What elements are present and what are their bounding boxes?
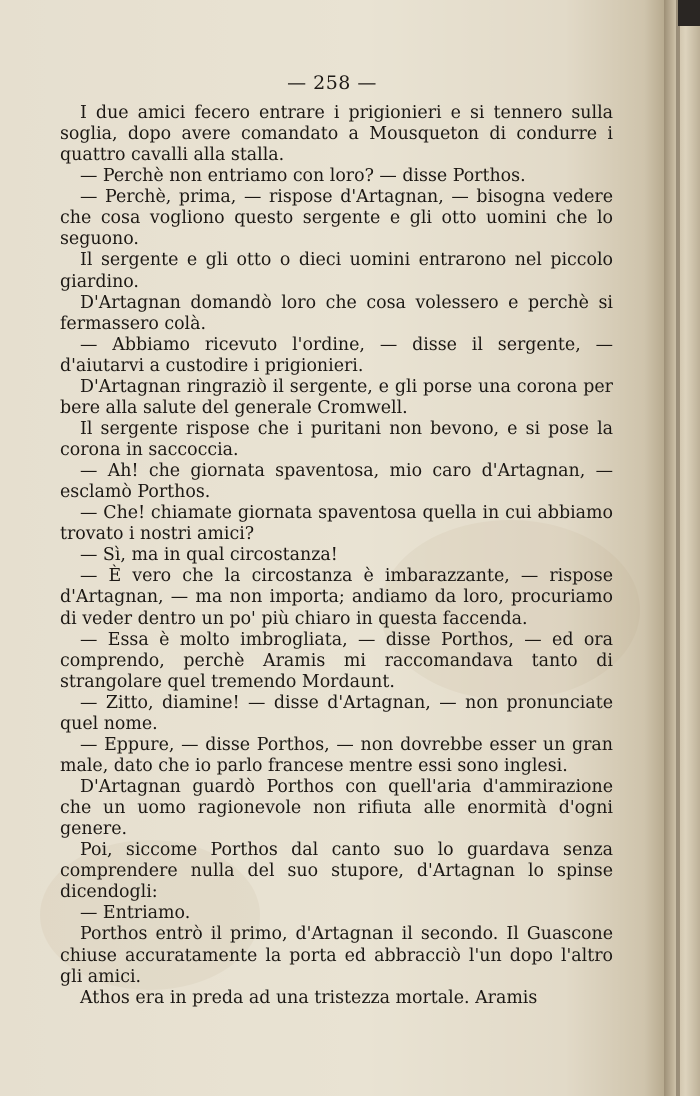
page-number: — 258 — — [287, 72, 377, 94]
book-page-edge — [664, 0, 700, 1096]
paragraph: — Zitto, diamine! — disse d'Artagnan, — non pronunciate quel nome. — [60, 692, 613, 734]
paragraph: D'Artagnan domandò loro che cosa volessero e perchè si fermassero colà. — [60, 292, 613, 334]
paragraph: D'Artagnan ringraziò il sergente, e gli porse una corona per bere alla salute del generale Cromwell. — [60, 376, 613, 418]
book-spine-shadow — [676, 0, 680, 1096]
paragraph: Athos era in preda ad una tristezza mortale. Aramis — [80, 987, 538, 1008]
paragraph: — Sì, ma in qual circostanza! — [80, 545, 338, 566]
paragraph: I due amici fecero entrare i prigionieri e si tennero sulla soglia, dopo avere comandato a Mousqueton di condurre i quattro cavalli alla stalla. — [60, 103, 613, 166]
paragraph: Porthos entrò il primo, d'Artagnan il secondo. Il Guascone chiuse accuratamente la porta ed abbracciò l'un dopo l'altro gli amici. — [60, 924, 613, 987]
paragraph: — Abbiamo ricevuto l'ordine, — disse il sergente, — d'aiutarvi a custodire i prigionieri. — [60, 334, 613, 376]
dark-corner — [678, 0, 700, 26]
paragraph: — Essa è molto imbrogliata, — disse Porthos, — ed ora comprendo, perchè Aramis mi raccomandava tanto di strangolare quel tremendo Mordaunt. — [60, 629, 613, 692]
paragraph: Il sergente e gli otto o dieci uomini entrarono nel piccolo giardino. — [60, 250, 613, 292]
paragraph: — Entriamo. — [80, 903, 191, 924]
paragraph: Il sergente rispose che i puritani non bevono, e si pose la corona in saccoccia. — [60, 418, 613, 460]
paragraph: D'Artagnan guardò Porthos con quell'aria d'ammirazione che un uomo ragionevole non rifiuta alle enormità d'ogni genere. — [60, 777, 613, 840]
paragraph: — È vero che la circostanza è imbarazzante, — rispose d'Artagnan, — ma non importa; andiamo da loro, procuriamo di veder dentro un po' più chiaro in questa faccenda. — [60, 566, 613, 629]
paragraph: — Ah! che giornata spaventosa, mio caro d'Artagnan, — esclamò Porthos. — [60, 461, 613, 503]
paragraph: — Eppure, — disse Porthos, — non dovrebbe esser un gran male, dato che io parlo francese mentre essi sono inglesi. — [60, 734, 613, 776]
page-body — [60, 103, 613, 1009]
paragraph: — Perchè non entriamo con loro? — disse Porthos. — [80, 166, 526, 187]
paragraph: — Perchè, prima, — rispose d'Artagnan, — bisogna vedere che cosa vogliono questo sergente e gli otto uomini che lo seguono. — [60, 187, 613, 250]
paragraph: Poi, siccome Porthos dal canto suo lo guardava senza comprendere nulla del suo stupore, d'Artagnan lo spinse dicendogli: — [60, 840, 613, 903]
paragraph: — Che! chiamate giornata spaventosa quella in cui abbiamo trovato i nostri amici? — [60, 503, 613, 545]
